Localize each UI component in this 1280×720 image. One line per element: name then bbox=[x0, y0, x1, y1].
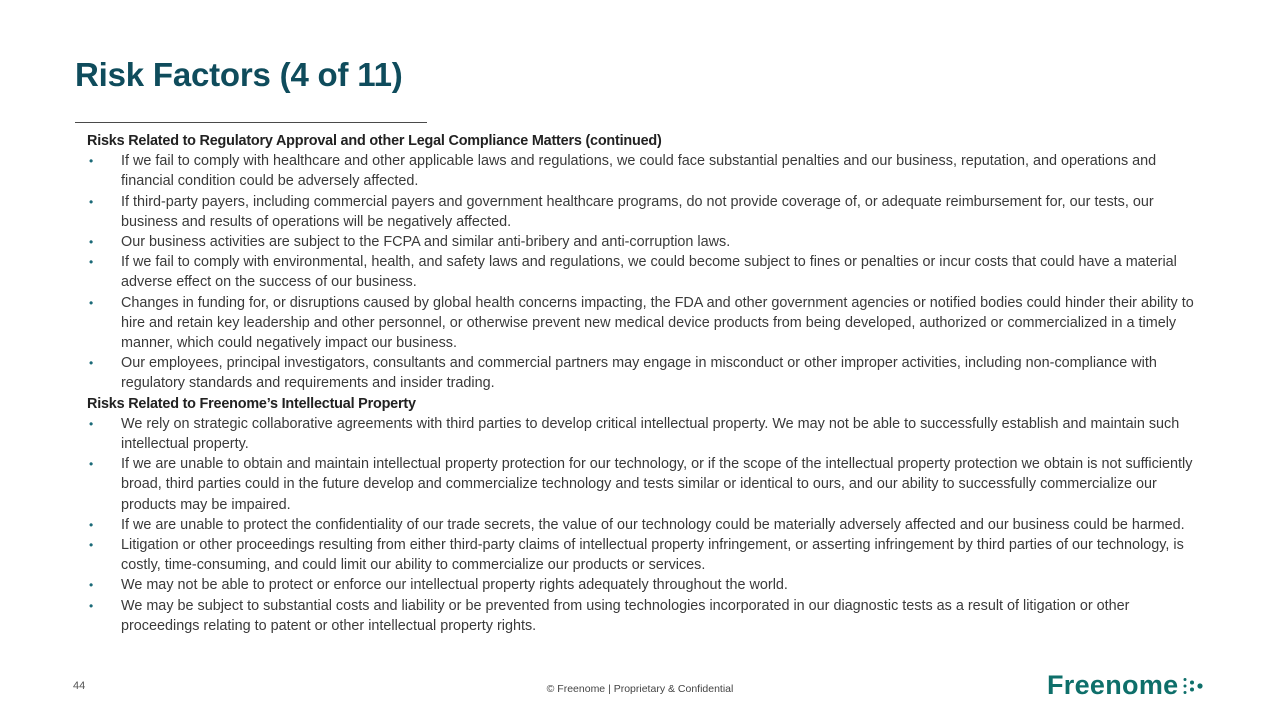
dots-logo-icon bbox=[1182, 676, 1204, 696]
bullet-icon: • bbox=[89, 255, 94, 270]
list-item bbox=[87, 252, 1205, 292]
list-item bbox=[87, 353, 1205, 393]
bullet-icon: • bbox=[89, 295, 94, 310]
bullet-icon: • bbox=[89, 235, 94, 250]
title-divider bbox=[75, 122, 427, 123]
bullet-icon: • bbox=[89, 356, 94, 371]
list-item-text: Our business activities are subject to the FCPA and similar anti-bribery and anti-corruption laws. bbox=[121, 234, 731, 251]
bullet-icon: • bbox=[89, 194, 94, 209]
list-item-text: If we are unable to obtain and maintain intellectual property protection for our technology, or if the scope of the intellectual property protection we obtain is not sufficiently broad, third parties could in the future develop and commercialize technology and tests similar or identical to ours, and our ability to successfully commercialize our products may be impaired. bbox=[121, 456, 1193, 513]
logo-text: Freenome bbox=[1047, 670, 1179, 700]
bullet-icon: • bbox=[89, 578, 94, 593]
list-item-text: We rely on strategic collaborative agreements with third parties to develop critical intellectual property. We may not be able to successfully establish and maintain such intellectual property. bbox=[121, 415, 1180, 453]
list-item bbox=[87, 515, 1205, 535]
bullet-list-regulatory bbox=[87, 151, 1205, 393]
bullet-list-ip bbox=[87, 414, 1205, 636]
bullet-icon: • bbox=[89, 457, 94, 472]
bullet-icon: • bbox=[89, 598, 94, 613]
page-number: 44 bbox=[73, 680, 86, 692]
list-item bbox=[87, 596, 1205, 636]
slide-title: Risk Factors (4 of 11) bbox=[75, 56, 403, 93]
slide-content bbox=[87, 131, 1205, 636]
bullet-icon: • bbox=[89, 416, 94, 431]
list-item-text: If third-party payers, including commercial payers and government healthcare programs, do not provide coverage of, or adequate reimbursement for, our tests, our business and results of operations will be negatively affected. bbox=[121, 193, 1154, 230]
list-item bbox=[87, 293, 1205, 354]
list-item-text: We may not be able to protect or enforce our intellectual property rights adequately throughout the world. bbox=[121, 577, 788, 594]
section-heading-ip: Risks Related to Freenome’s Intellectual Property bbox=[87, 395, 416, 412]
list-item bbox=[87, 414, 1205, 454]
list-item-text: If we are unable to protect the confidentiality of our trade secrets, the value of our technology could be materially adversely affected and our business could be harmed. bbox=[121, 516, 1185, 533]
list-item-text: Changes in funding for, or disruptions caused by global health concerns impacting, the FDA and other government agencies or notified bodies could hinder their ability to hire and retain key leadership and other personnel, or otherwise prevent new medical device products from being developed, authorized or commercialized in a timely manner, which could negatively impact our business. bbox=[121, 294, 1194, 352]
bullet-icon: • bbox=[89, 517, 94, 532]
list-item bbox=[87, 232, 1205, 252]
list-item bbox=[87, 535, 1205, 575]
freenome-logo bbox=[1047, 670, 1204, 701]
bullet-icon: • bbox=[89, 538, 94, 553]
list-item bbox=[87, 575, 1205, 595]
list-item bbox=[87, 192, 1205, 232]
list-item-text: Our employees, principal investigators, consultants and commercial partners may engage in misconduct or other improper activities, including non-compliance with regulatory standards and requirements and insider trading. bbox=[121, 355, 1157, 392]
list-item-text: If we fail to comply with environmental, health, and safety laws and regulations, we could become subject to fines or penalties or incur costs that could have a material adverse effect on the success of our business. bbox=[121, 254, 1177, 291]
bullet-icon: • bbox=[89, 154, 94, 169]
list-item-text: Litigation or other proceedings resulting from either third-party claims of intellectual property infringement, or asserting infringement by third parties of our technology, is costly, time-consuming, and could limit our ability to commercialize our products or services. bbox=[121, 537, 1184, 574]
list-item bbox=[87, 454, 1205, 515]
list-item-text: We may be subject to substantial costs and liability or be prevented from using technologies incorporated in our diagnostic tests as a result of litigation or other proceedings relating to patent or other intellectual property rights. bbox=[121, 597, 1130, 634]
list-item bbox=[87, 151, 1205, 191]
section-heading-regulatory: Risks Related to Regulatory Approval and other Legal Compliance Matters (continued) bbox=[87, 133, 662, 149]
list-item-text: If we fail to comply with healthcare and other applicable laws and regulations, we could face substantial penalties and our business, reputation, and operations and financial condition could be adversely affected. bbox=[121, 153, 1157, 190]
footer-confidential: © Freenome | Proprietary & Confidential bbox=[546, 683, 734, 695]
